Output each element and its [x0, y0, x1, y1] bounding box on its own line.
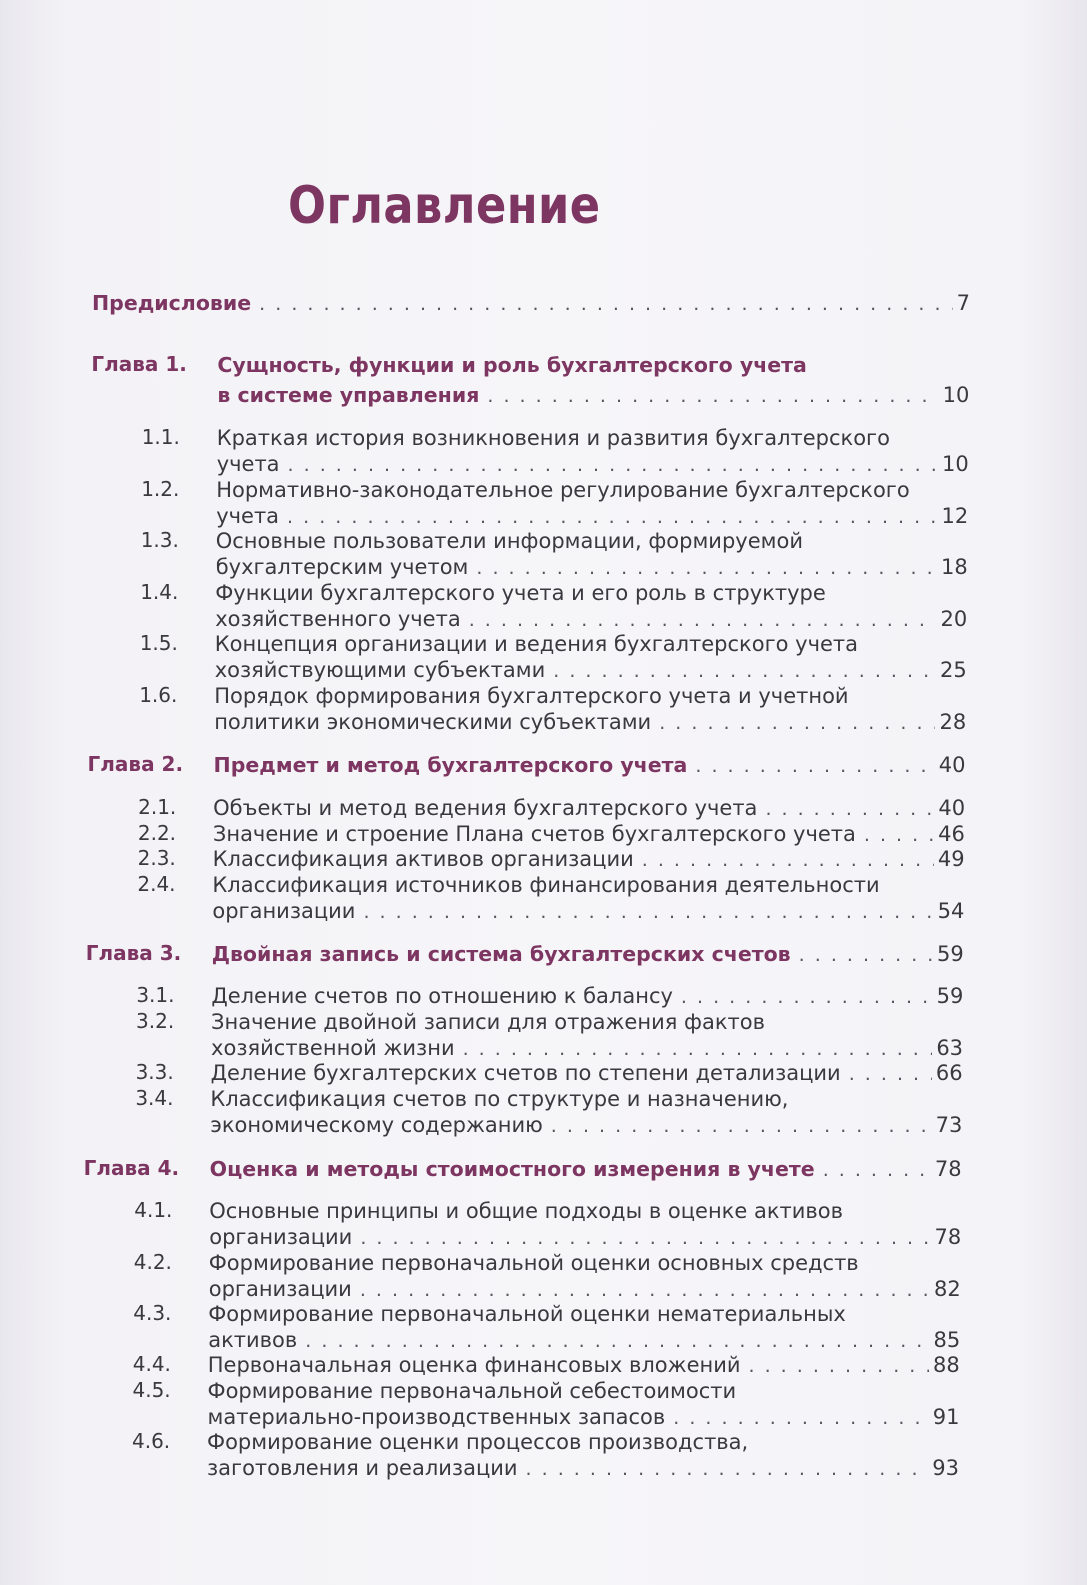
section-title-line: Функции бухгалтерского учета и его роль в структуре — [215, 581, 826, 605]
section-title-line: бухгалтерским учетом — [215, 555, 469, 579]
chapter-title-line: Сущность, функции и роль бухгалтерского учета — [217, 353, 807, 377]
page-number: 40 — [938, 796, 966, 820]
section-title-line: Формирование первоначальной оценки основных средств — [208, 1251, 859, 1275]
section-title-line: хозяйственной жизни — [211, 1036, 455, 1060]
section-title-line: Формирование первоначальной себестоимости — [207, 1379, 737, 1403]
section-title-line: Первоначальная оценка финансовых вложений — [207, 1353, 741, 1377]
page-number: 20 — [940, 607, 968, 631]
section-number: 2.3. — [137, 846, 176, 870]
section-title-line: Формирование первоначальной оценки нематериальных — [208, 1302, 846, 1326]
section-title-line: Деление счетов по отношению к балансу — [211, 984, 673, 1008]
dot-leader — [363, 899, 933, 925]
dot-leader — [749, 1353, 930, 1379]
page-title: Оглавление — [288, 176, 601, 236]
section-number: 1.6. — [139, 683, 178, 707]
dot-leader — [553, 658, 936, 684]
section-title-line: Нормативно-законодательное регулирование бухгалтерского — [216, 478, 910, 502]
page-number: 40 — [938, 753, 966, 777]
page-number: 25 — [939, 658, 967, 682]
section-number: 3.1. — [136, 983, 175, 1007]
dot-leader — [487, 383, 938, 409]
dot-leader — [287, 504, 937, 530]
toc-entry-row — [213, 795, 965, 822]
section-title-line: заготовления и реализации — [207, 1456, 518, 1480]
section-title-line: материально-производственных запасов — [207, 1405, 666, 1429]
section-number: 2.4. — [137, 872, 176, 896]
section-number: 4.1. — [134, 1198, 173, 1222]
toc-entry-row — [215, 606, 967, 633]
toc-entry-row — [209, 1276, 961, 1303]
chapter-number: Глава 2. — [87, 752, 184, 776]
section-title-line: Краткая история возникновения и развития бухгалтерского — [216, 426, 890, 450]
dot-leader — [642, 847, 934, 873]
chapter-number: Глава 1. — [91, 352, 187, 376]
section-title-line: Деление бухгалтерских счетов по степени детализации — [210, 1061, 841, 1085]
section-number: 1.2. — [141, 477, 180, 501]
section-number: 4.5. — [132, 1378, 171, 1402]
section-title-line: учета — [216, 452, 280, 476]
toc-entry-row — [217, 451, 969, 478]
page-number: 63 — [936, 1036, 964, 1060]
section-title-line: организации — [208, 1277, 352, 1301]
toc-entry-row — [92, 290, 970, 317]
section-title-line: Формирование оценки процессов производства, — [207, 1430, 749, 1454]
toc-entry-row — [216, 503, 968, 530]
section-title-line: учета — [216, 504, 280, 528]
dot-leader — [799, 942, 933, 968]
section-title-line: Концепция организации и ведения бухгалтерского учета — [214, 632, 858, 656]
section-title-line: Основные принципы и общие подходы в оценке активов — [209, 1199, 843, 1223]
toc-entry-row — [214, 752, 966, 779]
section-number: 1.3. — [140, 528, 179, 552]
chapter-title-line: Двойная запись и система бухгалтерских счетов — [211, 942, 791, 966]
section-title-line: Основные пользователи информации, формируемой — [215, 529, 803, 553]
section-title-line: организации — [209, 1225, 353, 1249]
toc-entry-row — [214, 709, 966, 736]
toc-entry-row — [208, 1352, 960, 1379]
page-number: 10 — [942, 383, 970, 407]
section-title-line: Значение и строение Плана счетов бухгалтерского учета — [212, 822, 856, 846]
section-number: 1.5. — [139, 631, 178, 655]
toc-entry-row — [216, 554, 968, 581]
toc-entry-row — [207, 1455, 959, 1482]
toc-entry-row — [211, 983, 963, 1010]
section-number: 1.4. — [140, 580, 179, 604]
section-number: 3.4. — [135, 1086, 174, 1110]
section-title-line: экономическому содержанию — [210, 1113, 543, 1137]
dot-leader — [551, 1113, 932, 1139]
toc-entry-row — [212, 898, 964, 925]
page-number: 88 — [933, 1353, 960, 1377]
dot-leader — [476, 555, 937, 581]
section-title-line: Классификация источников финансирования деятельности — [212, 873, 880, 897]
dot-leader — [849, 1061, 932, 1087]
section-title-line: Объекты и метод ведения бухгалтерского учета — [213, 796, 758, 820]
section-number: 4.4. — [132, 1352, 171, 1376]
dot-leader — [659, 710, 935, 736]
section-title-line: хозяйственного учета — [215, 607, 461, 631]
dot-leader — [463, 1036, 933, 1062]
page-number: 18 — [940, 555, 968, 579]
page-number: 10 — [941, 452, 969, 476]
page-number: 59 — [936, 984, 964, 1008]
toc-entry-row — [208, 1404, 960, 1431]
page-number: 78 — [934, 1225, 962, 1249]
section-title-line: Порядок формирования бухгалтерского учета и учетной — [214, 684, 849, 708]
dot-leader — [360, 1277, 930, 1303]
dot-leader — [288, 452, 938, 478]
toc-entry-row — [213, 846, 965, 873]
section-title-line: активов — [208, 1328, 298, 1352]
chapter-number: Глава 3. — [85, 941, 182, 965]
section-number: 4.2. — [133, 1250, 172, 1274]
chapter-number: Глава 4. — [83, 1156, 180, 1180]
dot-leader — [823, 1157, 931, 1183]
section-title-line: Классификация счетов по структуре и назначению, — [210, 1087, 789, 1111]
dot-leader — [526, 1456, 929, 1482]
page-number: 73 — [935, 1113, 963, 1137]
chapter-title-line: в системе управления — [217, 383, 480, 407]
toc-entry-row — [211, 1060, 963, 1087]
toc-entry-row — [211, 1035, 963, 1062]
toc-entry-row — [210, 1112, 962, 1139]
dot-leader — [259, 291, 952, 317]
dot-leader — [360, 1225, 930, 1251]
section-title-line: политики экономическими субъектами — [214, 710, 652, 734]
dot-leader — [864, 822, 934, 848]
toc-entry-row — [210, 1156, 962, 1183]
chapter-title-line: Оценка и методы стоимостного измерения в учете — [209, 1157, 815, 1181]
toc-entry-row — [215, 657, 967, 684]
dot-leader — [673, 1405, 929, 1431]
page-number: 46 — [938, 822, 965, 846]
page-number: 93 — [932, 1456, 959, 1480]
page-number: 7 — [956, 291, 970, 315]
dot-leader — [469, 607, 937, 633]
section-title-line: организации — [212, 899, 356, 923]
page-number: 49 — [937, 847, 965, 871]
dot-leader — [305, 1328, 929, 1354]
page-number: 66 — [935, 1061, 963, 1085]
toc-entry-row — [212, 941, 964, 968]
dot-leader — [695, 753, 934, 779]
toc-entry-row — [217, 382, 969, 409]
toc-entry-row — [208, 1327, 960, 1354]
toc-entry-row — [209, 1224, 961, 1251]
dot-leader — [681, 984, 933, 1010]
page-number: 54 — [937, 899, 965, 923]
section-number: 3.2. — [136, 1009, 175, 1033]
page-number: 85 — [933, 1328, 961, 1352]
section-number: 3.3. — [135, 1060, 174, 1084]
page-number: 28 — [939, 710, 967, 734]
page-number: 91 — [932, 1405, 960, 1429]
section-number: 4.6. — [132, 1429, 171, 1453]
section-title-line: Значение двойной записи для отражения фактов — [211, 1010, 766, 1034]
toc-entry-row — [213, 821, 965, 848]
section-number: 4.3. — [133, 1301, 172, 1325]
dot-leader — [765, 796, 934, 822]
chapter-title-line: Предисловие — [92, 291, 252, 315]
page-number: 78 — [934, 1157, 962, 1181]
chapter-title-line: Предмет и метод бухгалтерского учета — [213, 753, 688, 777]
page-number: 59 — [936, 942, 964, 966]
page-number: 12 — [941, 504, 969, 528]
section-number: 2.1. — [138, 795, 177, 819]
section-title-line: хозяйствующими субъектами — [214, 658, 546, 682]
page-number: 82 — [934, 1277, 961, 1301]
section-number: 1.1. — [141, 425, 180, 449]
section-number: 2.2. — [137, 821, 177, 845]
section-title-line: Классификация активов организации — [212, 847, 634, 871]
